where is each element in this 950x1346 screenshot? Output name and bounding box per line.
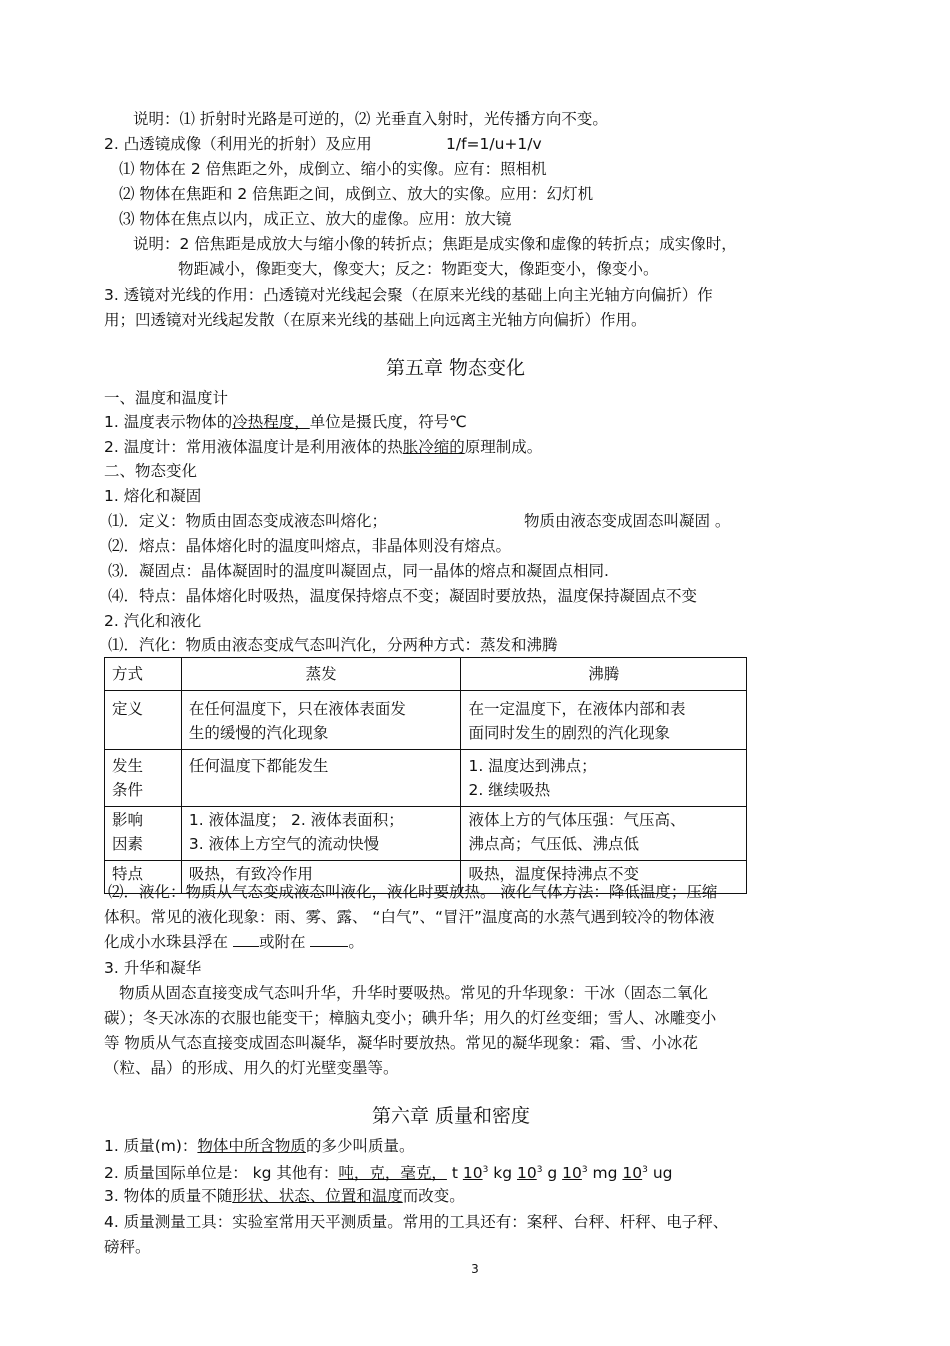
evap-line: 3. 液体上方空气的流动快慢 xyxy=(188,835,380,853)
boil-line: 在一定温度下，在液体内部和表 xyxy=(468,700,686,718)
liquefaction-c xyxy=(104,932,364,952)
header-cell: 方式 xyxy=(105,658,182,691)
mass-2-underlined: 吨，克，毫克， xyxy=(338,1164,447,1183)
item-convex-lens-text: 2. 凸透镜成像（利用光的折射）及应用 xyxy=(104,135,372,153)
liquefaction-a: ⑵．液化：物质从气态变成液态叫液化，液化时要放热。 液化气体方法：降低温度；压缩 xyxy=(108,883,718,901)
evap-line: 生的缓慢的汽化现象 xyxy=(188,724,329,742)
temp-2-post: 原理制成。 xyxy=(464,438,543,456)
boil-cell xyxy=(461,750,747,807)
boil-line: 2. 继续吸热 xyxy=(468,781,551,799)
evap-line: 吸热，有致冷作用 xyxy=(188,865,313,883)
mass-item-1 xyxy=(104,1136,414,1156)
temp-1-underlined: 冷热程度， xyxy=(232,413,310,431)
mass-2-power-4: 10 xyxy=(622,1164,643,1183)
row-label-line: 定义 xyxy=(112,700,144,718)
row-label xyxy=(105,807,182,861)
vaporization-def: ⑴．汽化：物质由液态变成气态叫汽化，分两种方式：蒸发和沸腾 xyxy=(108,636,558,654)
mass-2-g: g xyxy=(542,1164,563,1183)
row-label-line: 影响 xyxy=(112,811,144,829)
lens-formula: 1/f=1/u+1/v xyxy=(446,135,542,153)
sublimation-heading: 3. 升华和凝华 xyxy=(104,959,202,977)
chapter-6-title: 第六章 质量和密度 xyxy=(372,1105,531,1127)
mass-2-kg: kg xyxy=(488,1164,517,1183)
temp-item-2 xyxy=(104,437,542,457)
melting-def-b: 物质由液态变成固态叫凝固 。 xyxy=(524,512,731,530)
temp-2-pre: 2. 温度计：常用液体温度计是利用液体的热 xyxy=(104,438,403,456)
temp-item-1 xyxy=(104,412,467,432)
mass-item-2 xyxy=(104,1160,672,1183)
temp-2-underlined: 胀冷缩的 xyxy=(402,438,465,456)
row-label xyxy=(105,691,182,750)
melting-heading: 1. 熔化和凝固 xyxy=(104,487,202,505)
row-label-line: 因素 xyxy=(112,835,144,853)
row-label-line: 特点 xyxy=(112,865,144,883)
melting-def-a: ⑴．定义：物质由固态变成液态叫熔化； xyxy=(108,512,388,530)
evap-line: 1. 液体温度； 2. 液体表面积； xyxy=(188,811,404,829)
freezing-point: ⑶．凝固点：晶体凝固时的温度叫凝固点，同一晶体的熔点和凝固点相同. xyxy=(108,562,609,580)
header-cell: 沸腾 xyxy=(461,658,747,691)
melting-features: ⑷．特点：晶体熔化时吸热，温度保持熔点不变；凝固时要放热，温度保持凝固点不变 xyxy=(108,587,698,605)
lens-note-b: 物距减小，像距变大，像变大；反之：物距变大，像距变小，像变小。 xyxy=(178,260,659,278)
vaporization-table xyxy=(104,657,747,894)
row-label xyxy=(105,750,182,807)
fill-blank xyxy=(233,932,259,947)
mass-2-exp-4: 3 xyxy=(642,1165,648,1175)
sublimation-c: 等 物质从气态直接变成固态叫凝华，凝华时要放热。常见的凝华现象：霜、雪、小冰花 xyxy=(104,1034,698,1052)
mass-2-exp-3: 3 xyxy=(581,1165,588,1175)
vaporization-heading: 2. 汽化和液化 xyxy=(104,612,202,630)
page-number: 3 xyxy=(471,1262,479,1276)
row-label-line: 条件 xyxy=(112,781,144,799)
boil-line: 沸点高；气压低、沸点低 xyxy=(468,835,639,853)
temp-1-pre: 1. 温度表示物体的 xyxy=(104,413,233,431)
temp-1-post: 单位是摄氏度，符号℃ xyxy=(309,413,467,431)
liquefaction-b: 体积。常见的液化现象：雨、雾、露、 “白气”、“冒汗”温度高的水蒸气遇到较冷的物体液 xyxy=(104,908,715,926)
section-temperature: 一、温度和温度计 xyxy=(104,389,229,407)
mass-1-pre: 1. 质量(m)： xyxy=(104,1137,198,1155)
mass-1-underlined: 物体中所含物质 xyxy=(197,1137,306,1155)
evap-cell xyxy=(181,691,461,750)
sublimation-d: （粒、晶）的形成、用久的灯光壁变墨等。 xyxy=(104,1059,399,1077)
liquefaction-c-pre: 化成小水珠县浮在 xyxy=(104,933,229,951)
mass-2-pre: 2. 质量国际单位是： kg 其他有： xyxy=(104,1164,339,1183)
mass-2-mg: mg xyxy=(587,1164,623,1183)
lens-note-a: 说明：2 倍焦距是成放大与缩小像的转折点；焦距是成实像和虚像的转折点；成实像时， xyxy=(133,235,737,253)
mass-item-4a: 4. 质量测量工具：实验室常用天平测质量。常用的工具还有：案秤、台秤、杆秤、电子秤、 xyxy=(104,1213,729,1231)
evap-cell xyxy=(181,807,461,861)
mass-2-ug: ug xyxy=(647,1164,673,1183)
table-row xyxy=(105,691,747,750)
mass-item-4b: 磅秤。 xyxy=(104,1238,151,1256)
table-row xyxy=(105,807,747,861)
boil-line: 面同时发生的剧烈的汽化现象 xyxy=(468,724,670,742)
lens-case-2: ⑵ 物体在焦距和 2 倍焦距之间，成倒立、放大的实像。应用：幻灯机 xyxy=(119,185,594,203)
mass-2-exp-2: 3 xyxy=(536,1165,543,1175)
boil-cell xyxy=(461,691,747,750)
refraction-note: 说明：⑴ 折射时光路是可逆的，⑵ 光垂直入射时，光传播方向不变。 xyxy=(133,110,608,128)
lens-effect-a: 3. 透镜对光线的作用：凸透镜对光线起会聚（在原来光线的基础上向主光轴方向偏折）作 xyxy=(104,286,713,304)
header-cell: 蒸发 xyxy=(181,658,461,691)
row-label-line: 发生 xyxy=(112,757,144,775)
mass-3-underlined: 形状、状态、位置和温度 xyxy=(232,1187,403,1205)
lens-case-1: ⑴ 物体在 2 倍焦距之外，成倒立、缩小的实像。应有：照相机 xyxy=(119,160,547,178)
boil-line: 吸热，温度保持沸点不变 xyxy=(468,865,639,883)
evap-line: 在任何温度下，只在液体表面发 xyxy=(188,700,406,718)
mass-3-pre: 3. 物体的质量不随 xyxy=(104,1187,233,1205)
boil-line: 1. 温度达到沸点； xyxy=(468,757,597,775)
fill-blank xyxy=(310,932,348,947)
mass-2-exp-1: 3 xyxy=(482,1165,489,1175)
item-convex-lens xyxy=(104,134,372,154)
lens-effect-b: 用；凹透镜对光线起发散（在原来光线的基础上向远离主光轴方向偏折）作用。 xyxy=(104,311,647,329)
sublimation-a: 物质从固态直接变成气态叫升华，升华时要吸热。常见的升华现象：干冰（固态二氧化 xyxy=(119,984,709,1002)
evap-line: 任何温度下都能发生 xyxy=(188,757,329,775)
mass-2-power-3: 10 xyxy=(562,1164,582,1183)
mass-2-power-1: 10 xyxy=(462,1164,483,1183)
sublimation-b: 碳）；冬天冰冻的衣服也能变干；樟脑丸变小；碘升华；用久的灯丝变细；雪人、冰雕变小 xyxy=(104,1009,717,1027)
boil-cell xyxy=(461,807,747,861)
chapter-5-title: 第五章 物态变化 xyxy=(386,357,526,379)
boil-line: 液体上方的气体压强：气压高、 xyxy=(468,811,686,829)
lens-case-3: ⑶ 物体在焦点以内，成正立、放大的虚像。应用：放大镜 xyxy=(119,210,512,228)
evap-cell xyxy=(181,750,461,807)
mass-3-post: 而改变。 xyxy=(402,1187,465,1205)
mass-1-post: 的多少叫质量。 xyxy=(305,1137,415,1155)
section-state-change: 二、物态变化 xyxy=(104,462,198,480)
mass-2-power-2: 10 xyxy=(516,1164,537,1183)
liquefaction-c-mid: 或附在 xyxy=(258,933,306,951)
table-header-row xyxy=(105,658,747,691)
liquefaction-c-end: 。 xyxy=(348,933,364,951)
melting-point: ⑵．熔点：晶体熔化时的温度叫熔点，非晶体则没有熔点。 xyxy=(108,537,512,555)
mass-2-t: t xyxy=(446,1164,463,1183)
table-row xyxy=(105,750,747,807)
mass-item-3 xyxy=(104,1186,465,1206)
